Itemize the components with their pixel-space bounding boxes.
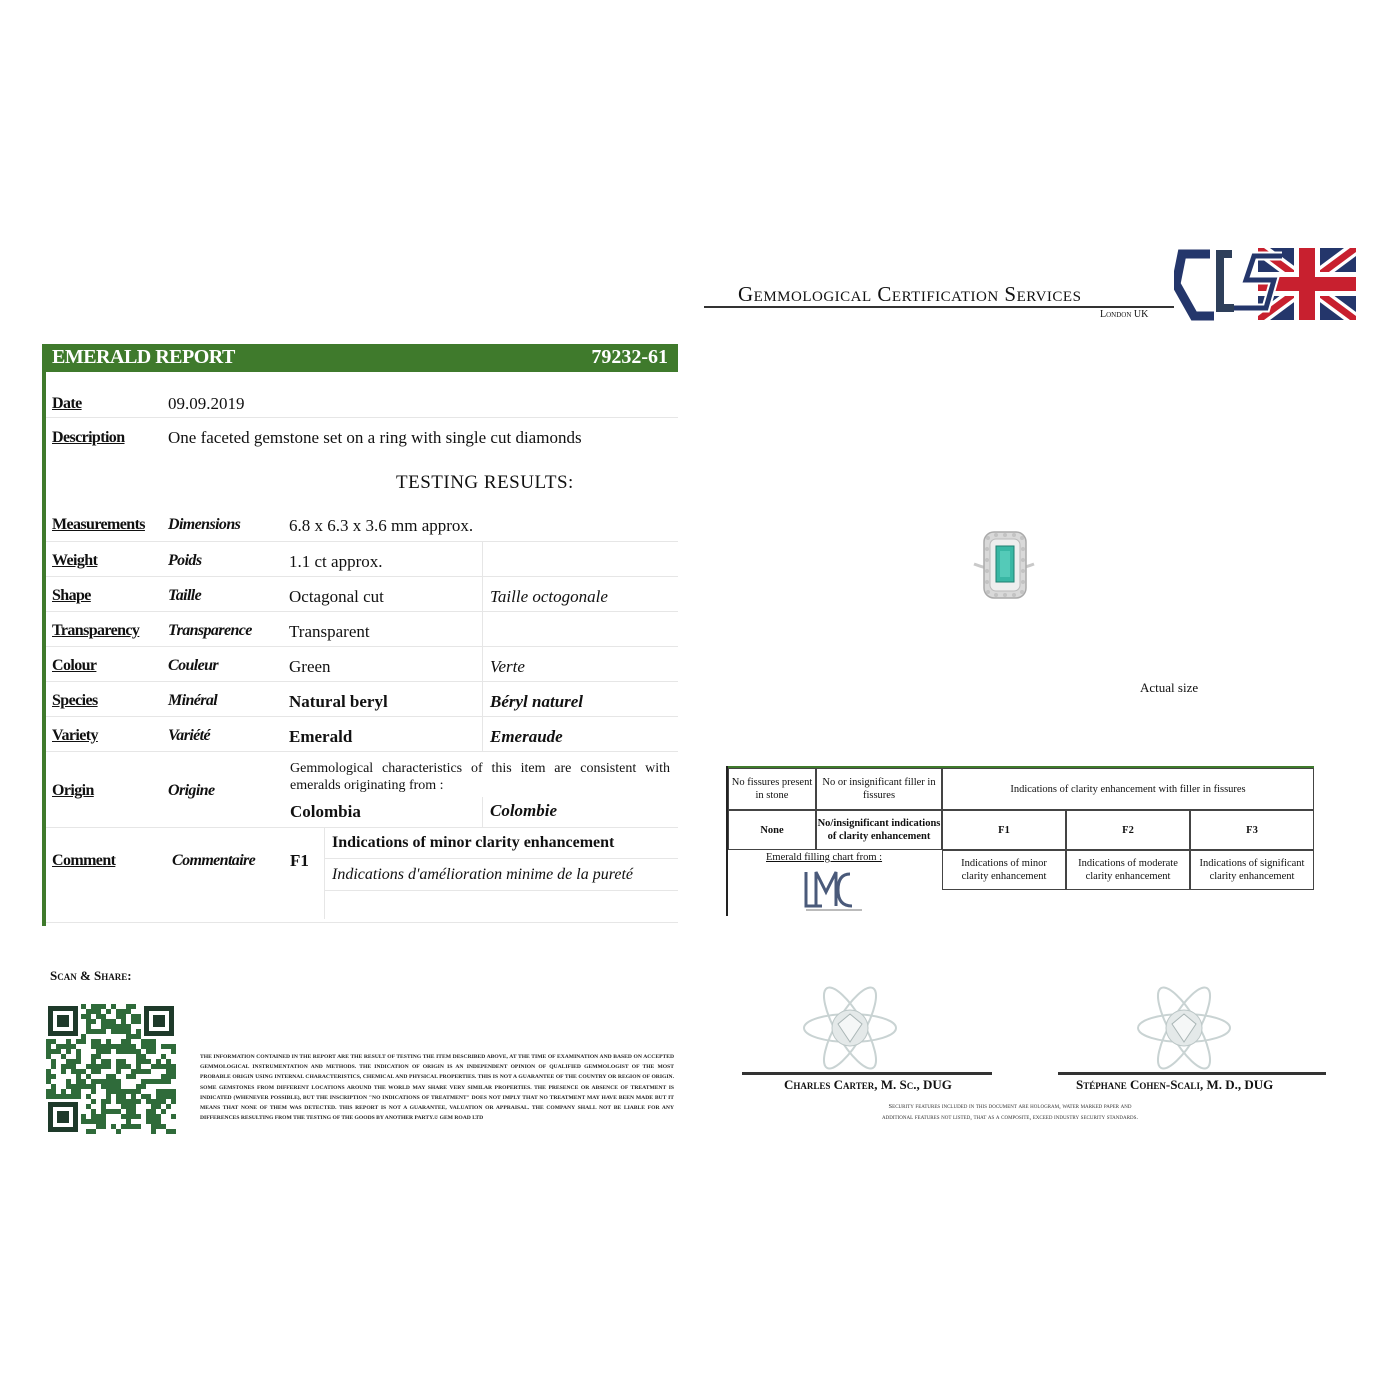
chart-code-cell	[1190, 810, 1314, 850]
disclaimer-text: THE INFORMATION CONTAINED IN THE REPORT ARE THE RESULT OF TESTING THE ITEM DESCRIBED ABOVE, AT THE TIME OF EXAMINATION AND BASED ON ACCEPTED GEMMOLOGICAL INSTRUMENTATION AND METHODS. THE INDICATION OF ORIGIN IS AN INDEPENDENT OPINION OF QUALIFIED GEMMOLOGIST OF THE MOST PROBABLE ORIGIN USING INTERNAL CHARACTERISTICS, CHEMICAL AND PHYSICAL PROPERTIES. THIS IS NOT A GUARANTEE OF THE COUNTRY OR REGION OF ORIGIN. SOME GEMSTONES FROM DIFFERENT LOCATIONS AROUND THE WORLD MAY SHARE VERY SIMILAR PROPERTIES. THE PRESENCE OR ABSENCE OF TREATMENT IS INDICATED (WHENEVER POSSIBLE), BUT THE INSCRIPTION "NO INDICATIONS OF TREATMENT" DOES NOT IMPLY THAT NO TREATMENT MAY HAVE BEEN MADE BUT IT MEANS THAT NONE OF THEM WAS DETECTED. THIS REPORT IS NOT A GUARANTEE, VALUATION OR APPRAISAL. THE COMPANY SHALL NOT BE LIABLE FOR ANY DIFFERENCES RESULTING FROM THE TESTING OF THE GOODS BY ANOTHER PARTY.© GEM ROAD LTD	[200, 1054, 674, 1122]
code-f3: F3	[1246, 824, 1258, 836]
chart-desc-cell	[1190, 850, 1314, 890]
variety-label: Variety	[52, 727, 98, 744]
report-title: EMERALD REPORT	[52, 346, 235, 368]
transparency-label-fr: Transparence	[168, 622, 252, 639]
measurements-label: Measurements	[52, 516, 145, 533]
filling-chart-source-label: Emerald filling chart from :	[766, 852, 883, 863]
shape-label: Shape	[52, 587, 91, 604]
measurements-value: 6.8 x 6.3 x 3.6 mm approx.	[289, 516, 474, 535]
header-no-filler: No or insignificant filler in fissures	[822, 777, 936, 801]
company-name: Gemmological Certification Services	[738, 282, 1082, 306]
chart-code-cell	[816, 810, 942, 850]
description-label: Description	[52, 429, 125, 446]
column-divider	[482, 541, 483, 751]
measurements-label-fr: Dimensions	[168, 516, 241, 533]
qr-code-graphic	[46, 1004, 176, 1134]
divider	[324, 890, 678, 891]
signature-line	[1058, 1072, 1326, 1075]
divider	[46, 827, 678, 828]
clarity-enhancement-chart	[726, 766, 1314, 916]
divider	[46, 417, 678, 418]
emerald-ring-image	[968, 524, 1040, 600]
company-underline	[704, 306, 1174, 308]
weight-value: 1.1 ct approx.	[289, 552, 383, 571]
code-none: None	[760, 824, 784, 836]
code-f2: F2	[1122, 824, 1134, 836]
divider	[46, 751, 678, 752]
chart-code-cell	[1066, 810, 1190, 850]
gcs-logo	[1174, 246, 1358, 324]
chart-desc-cell	[1066, 850, 1190, 890]
divider	[324, 858, 678, 859]
desc-f1: Indications of minor clarity enhancement	[961, 858, 1047, 882]
origin-value: Colombia	[290, 802, 361, 821]
signature-line	[742, 1072, 992, 1075]
transparency-value: Transparent	[289, 622, 370, 641]
colour-value-fr: Verte	[490, 657, 525, 676]
divider	[46, 611, 678, 612]
desc-f3: Indications of significant clarity enhancement	[1199, 858, 1305, 882]
comment-label: Comment	[52, 852, 116, 869]
comment-value-fr: Indications d'amélioration minime de la pureté	[332, 866, 634, 883]
report-header	[42, 344, 678, 372]
species-value: Natural beryl	[289, 692, 388, 711]
qr-code[interactable]	[46, 1004, 176, 1134]
divider	[46, 541, 678, 542]
signatory-2-name: Stéphane Cohen-Scali, M. D., DUG	[1076, 1077, 1274, 1092]
chart-header-cell	[816, 768, 942, 810]
comment-value: Indications of minor clarity enhancement	[332, 834, 615, 851]
actual-size-label: Actual size	[1140, 680, 1199, 695]
gcs-flag-logo-icon	[1174, 246, 1358, 324]
origin-label-fr: Origine	[168, 782, 215, 799]
report-number: 79232-61	[591, 346, 668, 368]
divider	[46, 681, 678, 682]
column-divider	[324, 827, 325, 919]
diamond-atom-seal-icon	[1134, 980, 1234, 1076]
description-value: One faceted gemstone set on a ring with single cut diamonds	[168, 428, 582, 447]
atom-seal	[1134, 980, 1234, 1076]
chart-header-cell	[728, 768, 816, 810]
divider	[46, 716, 678, 717]
report-body	[42, 372, 682, 926]
colour-value: Green	[289, 657, 331, 676]
emerald-report-card	[42, 344, 678, 926]
diamond-atom-seal-icon	[800, 980, 900, 1076]
lmhc-logo-icon	[802, 866, 866, 914]
ring-photo	[968, 524, 1040, 600]
variety-value-fr: Emeraude	[490, 727, 563, 746]
species-value-fr: Béryl naturel	[490, 692, 584, 711]
code-insignificant: No/insignificant indications of clarity enhancement	[817, 818, 941, 842]
signatory-1-name: Charles Carter, M. Sc., DUG	[784, 1077, 952, 1092]
date-label: Date	[52, 395, 82, 412]
origin-label: Origin	[52, 782, 94, 799]
chart-header-cell	[942, 768, 1314, 810]
chart-desc-cell	[942, 850, 1066, 890]
header-no-fissures: No fissures present in stone	[731, 777, 813, 801]
shape-label-fr: Taille	[168, 587, 202, 604]
divider	[46, 646, 678, 647]
lmhc-logo	[802, 866, 866, 914]
comment-code: F1	[290, 851, 309, 870]
company-location: London UK	[1100, 309, 1149, 320]
column-divider	[482, 797, 483, 827]
code-f1: F1	[998, 824, 1010, 836]
weight-label-fr: Poids	[168, 552, 202, 569]
chart-code-cell	[942, 810, 1066, 850]
origin-description: Gemmological characteristics of this item are consistent with emeralds originating from :	[290, 761, 670, 793]
shape-value-fr: Taille octogonale	[490, 587, 608, 606]
chart-code-cell	[728, 810, 816, 850]
atom-seal	[800, 980, 900, 1076]
divider	[46, 576, 678, 577]
variety-value: Emerald	[289, 727, 353, 746]
comment-label-fr: Commentaire	[172, 852, 256, 869]
desc-f2: Indications of moderate clarity enhancement	[1078, 858, 1178, 882]
date-value: 09.09.2019	[168, 394, 245, 413]
shape-value: Octagonal cut	[289, 587, 384, 606]
header-filler-indications: Indications of clarity enhancement with filler in fissures	[1010, 783, 1246, 795]
testing-results-heading: TESTING RESULTS:	[396, 472, 574, 493]
origin-value-fr: Colombie	[490, 801, 558, 820]
scan-share-label: Scan & Share:	[50, 968, 132, 983]
species-label-fr: Minéral	[168, 692, 218, 709]
divider	[46, 922, 678, 923]
weight-label: Weight	[52, 552, 98, 569]
transparency-label: Transparency	[52, 622, 140, 639]
security-features-note: Security features included in this document are hologram, water marked paper and additional features not listed, that as a composite, exceed industry security standards.	[882, 1103, 1138, 1121]
species-label: Species	[52, 692, 98, 709]
colour-label: Colour	[52, 657, 97, 674]
colour-label-fr: Couleur	[168, 657, 219, 674]
variety-label-fr: Variété	[168, 727, 211, 744]
